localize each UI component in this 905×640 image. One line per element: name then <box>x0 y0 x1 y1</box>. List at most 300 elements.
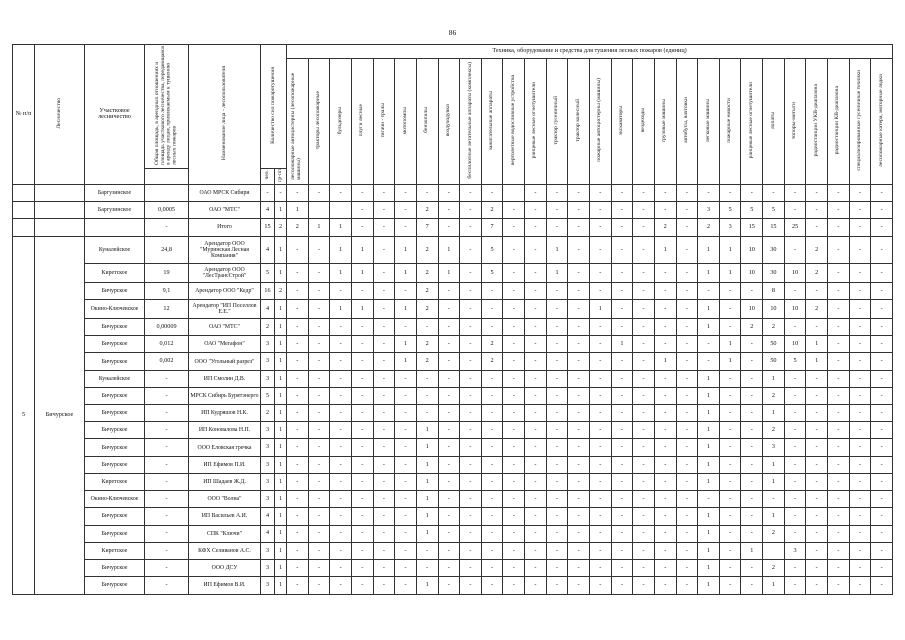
cell-equipment-value: 1 <box>741 542 763 559</box>
cell-equipment-value: 2 <box>416 336 438 353</box>
cell-equipment-value: - <box>438 202 460 219</box>
cell-equipment-value: - <box>719 387 741 404</box>
cell-equipment-value: - <box>849 525 871 542</box>
cell-groups: 1 <box>275 559 287 576</box>
cell-equipment-value <box>763 542 785 559</box>
cell-equipment-value: 10 <box>741 300 763 319</box>
cell-district: Бичурское <box>85 456 145 473</box>
cell-equipment-value: - <box>784 491 806 508</box>
cell-equipment-value: - <box>806 439 828 456</box>
cell-area: 9,1 <box>145 283 189 300</box>
cell-equipment-value: - <box>546 456 568 473</box>
cell-person: ОАО МРСК Сибири <box>189 184 261 201</box>
table-row <box>13 577 893 594</box>
cell-area: - <box>145 508 189 525</box>
cell-equipment-value: - <box>849 577 871 594</box>
cell-equipment-value: - <box>589 264 611 283</box>
cell-equipment-value: - <box>633 264 655 283</box>
cell-equipment-value: - <box>503 456 525 473</box>
cell-equipment-value <box>308 202 330 219</box>
cell-equipment-value: - <box>373 508 395 525</box>
cell-equipment-value: - <box>525 559 547 576</box>
cell-people: 3 <box>261 577 275 594</box>
cell-district: Окино-Ключевское <box>85 491 145 508</box>
cell-equipment-value: 1 <box>654 236 676 264</box>
cell-equipment-value: - <box>525 283 547 300</box>
cell-equipment-value: - <box>676 405 698 422</box>
cell-equipment-value: - <box>806 542 828 559</box>
cell-equipment-value: - <box>828 456 850 473</box>
cell-equipment-value: - <box>676 508 698 525</box>
cell-equipment-value: 1 <box>719 264 741 283</box>
cell-area: 24,8 <box>145 236 189 264</box>
cell-equipment-value: - <box>698 184 720 201</box>
cell-person: ИП Коновалова Н.П. <box>189 422 261 439</box>
cell-equipment-value: 2 <box>763 319 785 336</box>
cell-equipment-value: - <box>395 577 417 594</box>
cell-equipment-value: - <box>503 387 525 404</box>
cell-equipment-value: - <box>849 508 871 525</box>
cell-person: Арендатор "ИП Поселлов Е.Е." <box>189 300 261 319</box>
cell-equipment-value: - <box>308 336 330 353</box>
cell-equipment-value: - <box>503 236 525 264</box>
cell-groups: 1 <box>275 577 287 594</box>
cell-equipment-value: - <box>676 542 698 559</box>
cell-equipment-value: - <box>784 319 806 336</box>
cell-equipment-value: - <box>351 542 373 559</box>
cell-equipment-value: 2 <box>481 202 503 219</box>
cell-equipment-value: - <box>871 319 893 336</box>
header-equipment-col <box>633 59 655 185</box>
cell-equipment-value: - <box>416 387 438 404</box>
cell-district: Киретское <box>85 542 145 559</box>
cell-equipment-value: - <box>611 405 633 422</box>
cell-forestry <box>35 219 85 236</box>
cell-equipment-value: - <box>828 542 850 559</box>
cell-equipment-value: - <box>525 456 547 473</box>
cell-equipment-value: - <box>633 473 655 490</box>
cell-groups: 1 <box>275 336 287 353</box>
cell-equipment-value: - <box>373 219 395 236</box>
cell-equipment-value: - <box>330 283 352 300</box>
cell-groups: 1 <box>275 300 287 319</box>
cell-district: Бичурское <box>85 336 145 353</box>
cell-equipment-value: - <box>763 491 785 508</box>
cell-equipment-value: 7 <box>481 219 503 236</box>
cell-equipment-value: - <box>373 353 395 370</box>
cell-equipment-value: - <box>784 184 806 201</box>
cell-equipment-value: - <box>719 283 741 300</box>
cell-equipment-value: - <box>654 370 676 387</box>
cell-equipment-value: - <box>633 439 655 456</box>
cell-equipment-value: - <box>589 353 611 370</box>
cell-equipment-value: - <box>287 525 309 542</box>
cell-equipment-value: - <box>308 353 330 370</box>
cell-equipment-value: - <box>849 264 871 283</box>
cell-equipment-value: - <box>849 219 871 236</box>
cell-equipment-value: - <box>719 577 741 594</box>
cell-equipment-value: - <box>849 300 871 319</box>
cell-groups: 1 <box>275 542 287 559</box>
cell-area: - <box>145 542 189 559</box>
cell-equipment-value: - <box>589 236 611 264</box>
cell-equipment-value: - <box>546 219 568 236</box>
cell-equipment-value: 2 <box>806 264 828 283</box>
cell-equipment-value: - <box>849 422 871 439</box>
table-row <box>13 405 893 422</box>
cell-equipment-value: - <box>525 353 547 370</box>
cell-equipment-value: - <box>719 508 741 525</box>
header-equipment-col-text: ранцевые лесные огнетушители <box>747 82 754 159</box>
cell-equipment-value: - <box>395 456 417 473</box>
cell-equipment-value: - <box>287 387 309 404</box>
cell-person: ОАО "МТС" <box>189 202 261 219</box>
cell-groups: 2 <box>275 219 287 236</box>
cell-person: Арендатор ООО "Кедр" <box>189 283 261 300</box>
cell-groups: 1 <box>275 405 287 422</box>
cell-equipment-value: 1 <box>351 300 373 319</box>
cell-equipment-value: - <box>589 577 611 594</box>
cell-people: 3 <box>261 422 275 439</box>
cell-equipment-value: - <box>719 559 741 576</box>
cell-equipment-value: - <box>438 353 460 370</box>
cell-equipment-value: - <box>546 405 568 422</box>
table-row <box>13 319 893 336</box>
header-equipment: Техника, оборудование и средства для тушения лесных пожаров (единиц) <box>287 45 893 59</box>
cell-equipment-value: 3 <box>719 219 741 236</box>
cell-equipment-value: - <box>633 456 655 473</box>
cell-equipment-value: - <box>481 283 503 300</box>
cell-equipment-value: - <box>568 473 590 490</box>
cell-equipment-value: - <box>438 577 460 594</box>
cell-equipment-value: - <box>546 439 568 456</box>
cell-equipment-value: 1 <box>395 336 417 353</box>
cell-equipment-value: 1 <box>546 236 568 264</box>
cell-people: 2 <box>261 319 275 336</box>
header-equipment-col <box>460 59 482 185</box>
cell-equipment-value: - <box>589 184 611 201</box>
cell-area: - <box>145 473 189 490</box>
cell-equipment-value: - <box>438 422 460 439</box>
cell-equipment-value: - <box>481 439 503 456</box>
header-equipment-col <box>568 59 590 185</box>
header-equipment-col-text: экскаваторы <box>618 105 625 135</box>
cell-equipment-value: - <box>676 473 698 490</box>
cell-equipment-value: - <box>568 525 590 542</box>
cell-district: Бичурское <box>85 353 145 370</box>
cell-equipment-value: - <box>546 577 568 594</box>
cell-equipment-value: - <box>460 202 482 219</box>
cell-equipment-value: - <box>806 491 828 508</box>
cell-equipment-value: 5 <box>784 353 806 370</box>
cell-equipment-value: - <box>719 491 741 508</box>
cell-equipment-value: - <box>546 319 568 336</box>
cell-equipment-value: - <box>546 422 568 439</box>
cell-equipment-value: - <box>546 508 568 525</box>
cell-person: ИП Васильев А.И. <box>189 508 261 525</box>
cell-equipment-value: - <box>849 491 871 508</box>
cell-area: - <box>145 491 189 508</box>
cell-num <box>13 184 35 201</box>
cell-equipment-value: - <box>481 559 503 576</box>
cell-equipment-value: - <box>308 542 330 559</box>
cell-equipment-value: - <box>698 353 720 370</box>
cell-equipment-value: - <box>828 370 850 387</box>
fire-equipment-table <box>12 44 893 595</box>
cell-equipment-value: - <box>871 264 893 283</box>
cell-people: 3 <box>261 439 275 456</box>
cell-equipment-value: 2 <box>287 219 309 236</box>
header-equipment-col <box>828 59 850 185</box>
cell-equipment-value: - <box>828 491 850 508</box>
cell-equipment-value: - <box>871 577 893 594</box>
cell-equipment-value: - <box>871 236 893 264</box>
cell-equipment-value: 1 <box>330 300 352 319</box>
cell-equipment-value: - <box>698 336 720 353</box>
cell-district <box>85 219 145 236</box>
cell-equipment-value: - <box>525 422 547 439</box>
cell-equipment-value: - <box>330 422 352 439</box>
cell-groups: 1 <box>275 202 287 219</box>
cell-equipment-value: - <box>849 473 871 490</box>
cell-equipment-value: - <box>568 236 590 264</box>
cell-equipment-value: - <box>373 370 395 387</box>
cell-area: 0,0005 <box>145 202 189 219</box>
header-equipment-col <box>287 59 309 185</box>
cell-equipment-value: - <box>460 559 482 576</box>
cell-groups: 1 <box>275 473 287 490</box>
header-equipment-col-text: вертолетные водосливные устройства <box>509 75 516 166</box>
cell-equipment-value: - <box>719 525 741 542</box>
cell-equipment-value: - <box>828 577 850 594</box>
cell-equipment-value: - <box>784 283 806 300</box>
cell-equipment-value: - <box>525 473 547 490</box>
header-equipment-col-text: лесопожарные катера, моторные лодки <box>877 73 884 167</box>
cell-equipment-value: 2 <box>763 387 785 404</box>
header-equipment-col <box>611 59 633 185</box>
cell-equipment-value: 1 <box>806 353 828 370</box>
cell-equipment-value: - <box>589 336 611 353</box>
header-area-text: Общая площадь, в арендных отношениях и площадь участкового лесничества, передающаяся в аренду лицам, привлекаемым к тушению лесных пожаров <box>153 46 178 165</box>
cell-equipment-value: - <box>806 525 828 542</box>
cell-district: Бичурское <box>85 387 145 404</box>
cell-equipment-value: - <box>351 405 373 422</box>
cell-district: Бичурское <box>85 283 145 300</box>
cell-equipment-value: - <box>611 319 633 336</box>
header-equipment-col <box>308 59 330 185</box>
cell-equipment-value: - <box>460 439 482 456</box>
cell-equipment-value: - <box>330 319 352 336</box>
header-people <box>261 168 275 184</box>
cell-equipment-value: - <box>373 300 395 319</box>
cell-equipment-value: - <box>719 300 741 319</box>
cell-equipment-value: - <box>611 542 633 559</box>
cell-equipment-value: 1 <box>395 353 417 370</box>
header-equipment-col-text: пожарные емкости <box>726 97 733 143</box>
cell-equipment-value: - <box>438 542 460 559</box>
cell-equipment-value: - <box>589 439 611 456</box>
cell-equipment-value: - <box>654 577 676 594</box>
cell-equipment-value: - <box>330 184 352 201</box>
cell-equipment-value: - <box>546 542 568 559</box>
cell-equipment-value: - <box>546 300 568 319</box>
cell-equipment-value: - <box>351 525 373 542</box>
cell-equipment-value: - <box>351 439 373 456</box>
cell-equipment-value: 1 <box>698 577 720 594</box>
cell-equipment-value: 2 <box>416 264 438 283</box>
cell-district: Куналейское <box>85 370 145 387</box>
cell-equipment-value: - <box>654 264 676 283</box>
cell-equipment-value: - <box>308 300 330 319</box>
cell-equipment-value: - <box>784 236 806 264</box>
cell-equipment-value: - <box>460 236 482 264</box>
cell-equipment-value: - <box>589 422 611 439</box>
cell-equipment-value: 1 <box>351 264 373 283</box>
cell-equipment-value: 3 <box>698 202 720 219</box>
cell-equipment-value: - <box>460 336 482 353</box>
cell-equipment-value: - <box>871 184 893 201</box>
cell-equipment-value: - <box>395 525 417 542</box>
cell-equipment-value: - <box>373 405 395 422</box>
cell-equipment-value: 1 <box>698 264 720 283</box>
cell-area: 19 <box>145 264 189 283</box>
cell-equipment-value: - <box>503 473 525 490</box>
cell-equipment-value: - <box>525 236 547 264</box>
cell-equipment-value: - <box>871 525 893 542</box>
cell-equipment-value: - <box>741 405 763 422</box>
cell-equipment-value: 15 <box>763 219 785 236</box>
cell-equipment-value: - <box>330 387 352 404</box>
cell-groups: 1 <box>275 456 287 473</box>
cell-equipment-value: 1 <box>308 219 330 236</box>
cell-equipment-value: - <box>308 184 330 201</box>
cell-equipment-value: 2 <box>416 300 438 319</box>
cell-equipment-value: - <box>308 422 330 439</box>
cell-equipment-value: 1 <box>698 236 720 264</box>
cell-equipment-value: - <box>568 439 590 456</box>
cell-equipment-value: - <box>611 577 633 594</box>
cell-equipment-value: 1 <box>395 264 417 283</box>
cell-equipment-value: - <box>460 508 482 525</box>
cell-equipment-value: - <box>676 300 698 319</box>
cell-equipment-value: - <box>568 370 590 387</box>
cell-equipment-value: - <box>351 319 373 336</box>
cell-equipment-value: - <box>676 202 698 219</box>
cell-equipment-value: 1 <box>416 508 438 525</box>
cell-equipment-value: - <box>460 283 482 300</box>
cell-equipment-value: 1 <box>416 422 438 439</box>
cell-equipment-value: - <box>871 491 893 508</box>
cell-equipment-value: - <box>481 405 503 422</box>
cell-equipment-value: 10 <box>784 264 806 283</box>
cell-equipment-value: - <box>633 577 655 594</box>
cell-equipment-value: - <box>287 300 309 319</box>
cell-equipment-value: - <box>568 405 590 422</box>
cell-equipment-value: - <box>373 202 395 219</box>
cell-equipment-value: - <box>481 491 503 508</box>
cell-equipment-value: - <box>373 577 395 594</box>
cell-equipment-value: - <box>525 336 547 353</box>
cell-equipment-value: - <box>806 559 828 576</box>
cell-equipment-value: - <box>525 577 547 594</box>
cell-equipment-value: - <box>438 473 460 490</box>
cell-equipment-value: - <box>849 559 871 576</box>
cell-equipment-value: - <box>481 525 503 542</box>
header-forces <box>261 45 287 169</box>
cell-groups: 1 <box>275 491 287 508</box>
cell-equipment-value: 2 <box>763 525 785 542</box>
header-equipment-col <box>373 59 395 185</box>
cell-equipment-value: - <box>741 439 763 456</box>
cell-equipment-value: 1 <box>416 525 438 542</box>
header-equipment-col <box>763 59 785 185</box>
cell-equipment-value: - <box>741 283 763 300</box>
cell-equipment-value: - <box>806 473 828 490</box>
cell-equipment-value: - <box>481 319 503 336</box>
cell-equipment-value: - <box>438 219 460 236</box>
cell-people: 4 <box>261 236 275 264</box>
cell-equipment-value: - <box>871 283 893 300</box>
cell-equipment-value: - <box>633 542 655 559</box>
cell-equipment-value: - <box>871 473 893 490</box>
cell-equipment-value: - <box>351 184 373 201</box>
cell-equipment-value: - <box>698 491 720 508</box>
cell-equipment-value: 1 <box>698 542 720 559</box>
cell-groups: 1 <box>275 264 287 283</box>
cell-equipment-value: - <box>481 300 503 319</box>
cell-equipment-value: 1 <box>698 559 720 576</box>
cell-equipment-value: - <box>611 559 633 576</box>
header-forces-text: Количество сил пожаротушения <box>269 66 276 144</box>
cell-equipment-value: 1 <box>395 300 417 319</box>
cell-equipment-value: - <box>460 184 482 201</box>
cell-equipment-value: - <box>589 405 611 422</box>
cell-equipment-value: 2 <box>416 236 438 264</box>
cell-equipment-value: - <box>633 184 655 201</box>
header-people-text: чел. <box>263 170 270 180</box>
cell-equipment-value: - <box>287 577 309 594</box>
cell-equipment-value: 1 <box>763 508 785 525</box>
cell-equipment-value: - <box>460 491 482 508</box>
cell-equipment-value: - <box>373 491 395 508</box>
cell-equipment-value: - <box>589 473 611 490</box>
cell-equipment-value: - <box>828 559 850 576</box>
cell-equipment-value: - <box>611 353 633 370</box>
cell-groups: 1 <box>275 370 287 387</box>
table-row <box>13 283 893 300</box>
cell-equipment-value: - <box>654 319 676 336</box>
cell-equipment-value: - <box>654 456 676 473</box>
cell-equipment-value: - <box>503 542 525 559</box>
cell-equipment-value: - <box>395 542 417 559</box>
cell-equipment-value: - <box>330 353 352 370</box>
cell-equipment-value: - <box>849 202 871 219</box>
cell-equipment-value: - <box>676 184 698 201</box>
cell-equipment-value: - <box>568 491 590 508</box>
cell-equipment-value: - <box>806 405 828 422</box>
cell-equipment-value: - <box>438 184 460 201</box>
cell-equipment-value: - <box>849 542 871 559</box>
cell-equipment-value: - <box>719 422 741 439</box>
cell-equipment-value: - <box>460 370 482 387</box>
cell-equipment-value: - <box>828 525 850 542</box>
cell-area: - <box>145 387 189 404</box>
cell-equipment-value: - <box>633 387 655 404</box>
cell-area: - <box>145 422 189 439</box>
cell-equipment-value: 10 <box>741 264 763 283</box>
cell-equipment-value: - <box>654 202 676 219</box>
cell-equipment-value: - <box>871 508 893 525</box>
